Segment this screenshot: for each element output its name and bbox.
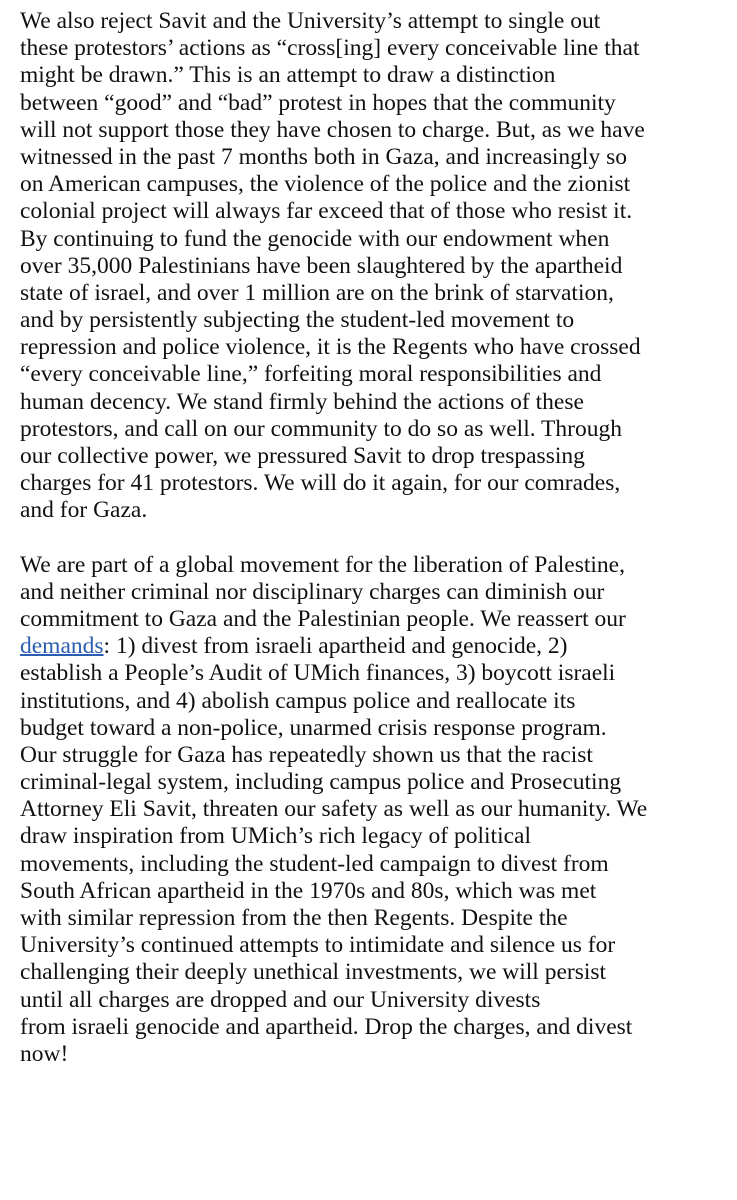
text-line: Our struggle for Gaza has repeatedly shown us that the racist [20,741,593,768]
text-line: from israeli genocide and apartheid. Drop the charges, and divest [20,1013,633,1040]
text-line: movements, including the student-led campaign to divest from [20,850,609,877]
demands-link[interactable]: demands [20,633,104,660]
text-line: draw inspiration from UMich’s rich legacy of political [20,823,531,850]
text-line: protestors, and call on our community to do so as well. Through [20,415,622,442]
text-line: and by persistently subjecting the student-led movement to [20,307,575,334]
text-line: with similar repression from the then Regents. Despite the [20,905,568,931]
text-line: between “good” and “bad” protest in hopes that the community [20,89,616,116]
paragraph-demands [20,552,730,1069]
text-line: By continuing to fund the genocide with our endowment when [20,225,610,252]
text-line: commitment to Gaza and the Palestinian people. We reassert our [20,605,626,632]
text-line: might be drawn.” This is an attempt to draw a distinction [20,62,556,89]
text-line: criminal-legal system, including campus police and Prosecuting [20,769,622,796]
text-line: repression and police violence, it is the Regents who have crossed [20,334,641,361]
text-line: and for Gaza. [20,497,148,524]
text-line: South African apartheid in the 1970s and 80s, which was met [20,877,597,904]
statement-document [20,8,730,1068]
text-line: will not support those they have chosen to charge. But, as we have [20,116,645,143]
text-line: on American campuses, the violence of the police and the zionist [20,171,631,198]
text-line: over 35,000 Palestinians have been slaughtered by the apartheid [20,252,623,279]
text-line: “every conceivable line,” forfeiting moral responsibilities and [20,361,602,388]
text-line: these protestors’ actions as “cross[ing] every conceivable line that [20,35,640,62]
text-line: human decency. We stand firmly behind the actions of these [20,388,584,415]
text-line: now! [20,1040,69,1067]
text-line: budget toward a non-police, unarmed crisis response program. [20,714,607,741]
text-line: We also reject Savit and the University’s attempt to single out [20,8,601,34]
text-line: institutions, and 4) abolish campus police and reallocate its [20,687,576,714]
text-line: until all charges are dropped and our University divests [20,986,541,1013]
text-line: challenging their deeply unethical investments, we will persist [20,959,607,986]
text-line: state of israel, and over 1 million are on the brink of starvation, [20,279,614,306]
text-fragment: : 1) divest from israeli apartheid and genocide, 2) [103,633,568,660]
text-line [20,633,730,660]
text-line: our collective power, we pressured Savit to drop trespassing [20,443,585,469]
text-line: University’s continued attempts to intimidate and silence us for [20,932,616,959]
text-line: and neither criminal nor disciplinary charges can diminish our [20,578,605,605]
text-line: charges for 41 protestors. We will do it again, for our comrades, [20,470,621,497]
text-line: Attorney Eli Savit, threaten our safety as well as our humanity. We [20,796,648,823]
text-line: We are part of a global movement for the liberation of Palestine, [20,551,625,578]
text-line: colonial project will always far exceed that of those who resist it. [20,198,633,225]
paragraph-rejection [20,8,730,525]
text-line: witnessed in the past 7 months both in Gaza, and increasingly so [20,143,627,170]
text-line: establish a People’s Audit of UMich finances, 3) boycott israeli [20,660,616,687]
